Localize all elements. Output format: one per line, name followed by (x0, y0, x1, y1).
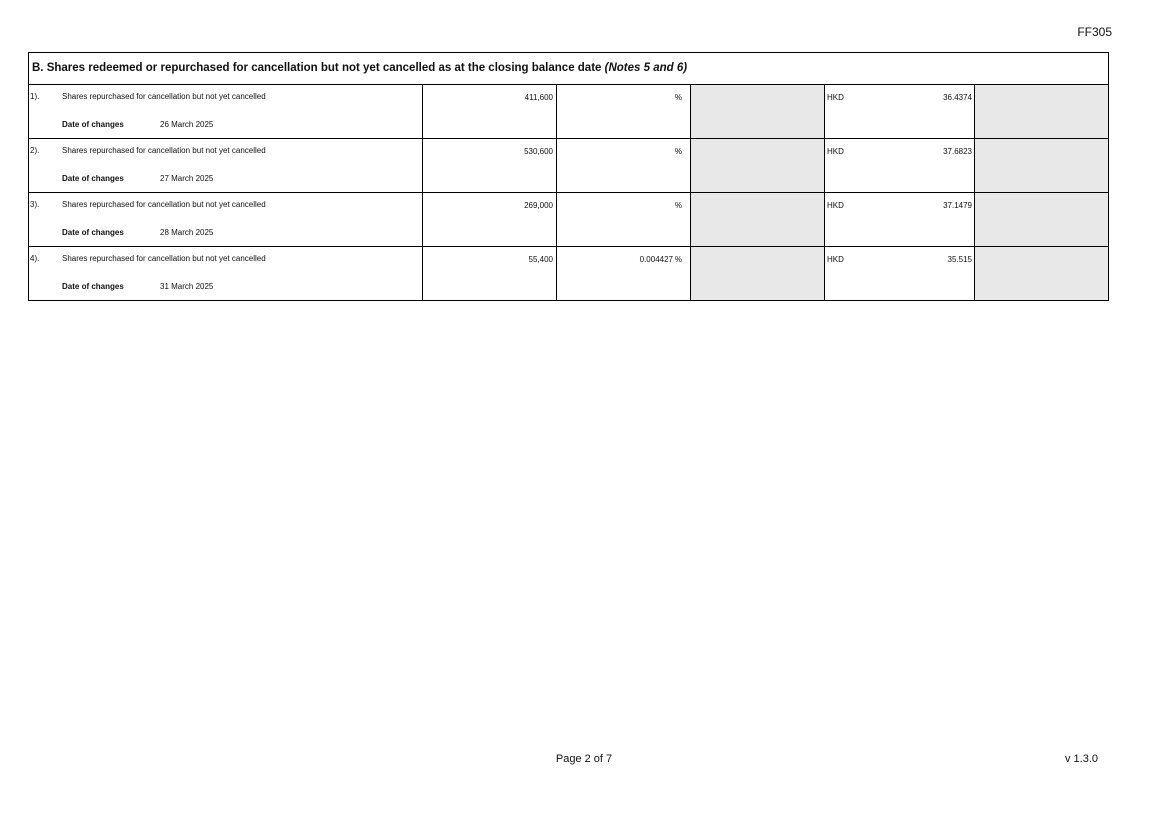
form-code: FF305 (1077, 25, 1112, 39)
currency: HKD (827, 93, 844, 102)
row-description: Shares repurchased for cancellation but not yet cancelled (62, 200, 266, 209)
shaded-cell (691, 193, 825, 246)
shares-repurchased-section (28, 52, 1109, 301)
shaded-cell (691, 247, 825, 300)
row-index: 1). (30, 92, 40, 101)
shaded-cell (691, 139, 825, 192)
date-value: 31 March 2025 (160, 282, 214, 291)
date-label: Date of changes (62, 120, 124, 129)
shaded-cell (975, 85, 1108, 138)
version-label: v 1.3.0 (1064, 753, 1098, 765)
shares-number-cell (423, 139, 557, 192)
percentage-cell (557, 139, 691, 192)
shaded-cell (691, 85, 825, 138)
row-index: 2). (30, 146, 40, 155)
percent-sign: % (674, 255, 682, 264)
shares-number: 55,400 (528, 255, 553, 264)
date-label: Date of changes (62, 228, 124, 237)
shares-number: 269,000 (524, 201, 553, 210)
description-cell (29, 139, 423, 192)
percentage-value: 0.004427 (639, 255, 673, 264)
page-number: Page 2 of 7 (555, 753, 613, 765)
percent-sign: % (674, 147, 682, 156)
price-value: 37.6823 (943, 147, 972, 156)
row-index: 4). (30, 254, 40, 263)
percentage-cell (557, 193, 691, 246)
row-description: Shares repurchased for cancellation but not yet cancelled (62, 146, 266, 155)
shares-number-cell (423, 247, 557, 300)
description-cell (29, 247, 423, 300)
date-value: 26 March 2025 (160, 120, 214, 129)
table-row (29, 193, 1108, 247)
currency: HKD (827, 255, 844, 264)
currency: HKD (827, 201, 844, 210)
description-cell (29, 193, 423, 246)
percentage-cell (557, 85, 691, 138)
row-description: Shares repurchased for cancellation but not yet cancelled (62, 254, 266, 263)
table-row (29, 247, 1108, 300)
table-row (29, 85, 1108, 139)
price-cell (825, 193, 975, 246)
price-value: 36.4374 (943, 93, 972, 102)
section-title-notes: (Notes 5 and 6) (604, 62, 688, 74)
percent-sign: % (674, 93, 682, 102)
price-cell (825, 139, 975, 192)
description-cell (29, 85, 423, 138)
shaded-cell (975, 193, 1108, 246)
date-value: 27 March 2025 (160, 174, 214, 183)
shares-number: 411,600 (524, 93, 553, 102)
row-index: 3). (30, 200, 40, 209)
percentage-cell (557, 247, 691, 300)
shares-number-cell (423, 193, 557, 246)
row-description: Shares repurchased for cancellation but not yet cancelled (62, 92, 266, 101)
date-value: 28 March 2025 (160, 228, 214, 237)
shares-number: 530,600 (524, 147, 553, 156)
price-value: 35.515 (947, 255, 972, 264)
price-cell (825, 247, 975, 300)
date-label: Date of changes (62, 174, 124, 183)
percent-sign: % (674, 201, 682, 210)
price-cell (825, 85, 975, 138)
currency: HKD (827, 147, 844, 156)
shares-number-cell (423, 85, 557, 138)
date-label: Date of changes (62, 282, 124, 291)
table-row (29, 139, 1108, 193)
section-title (29, 53, 1108, 85)
price-value: 37.1479 (943, 201, 972, 210)
shaded-cell (975, 139, 1108, 192)
section-title-text: B. Shares redeemed or repurchased for cancellation but not yet cancelled as at the closing balance date (32, 62, 605, 74)
shaded-cell (975, 247, 1108, 300)
